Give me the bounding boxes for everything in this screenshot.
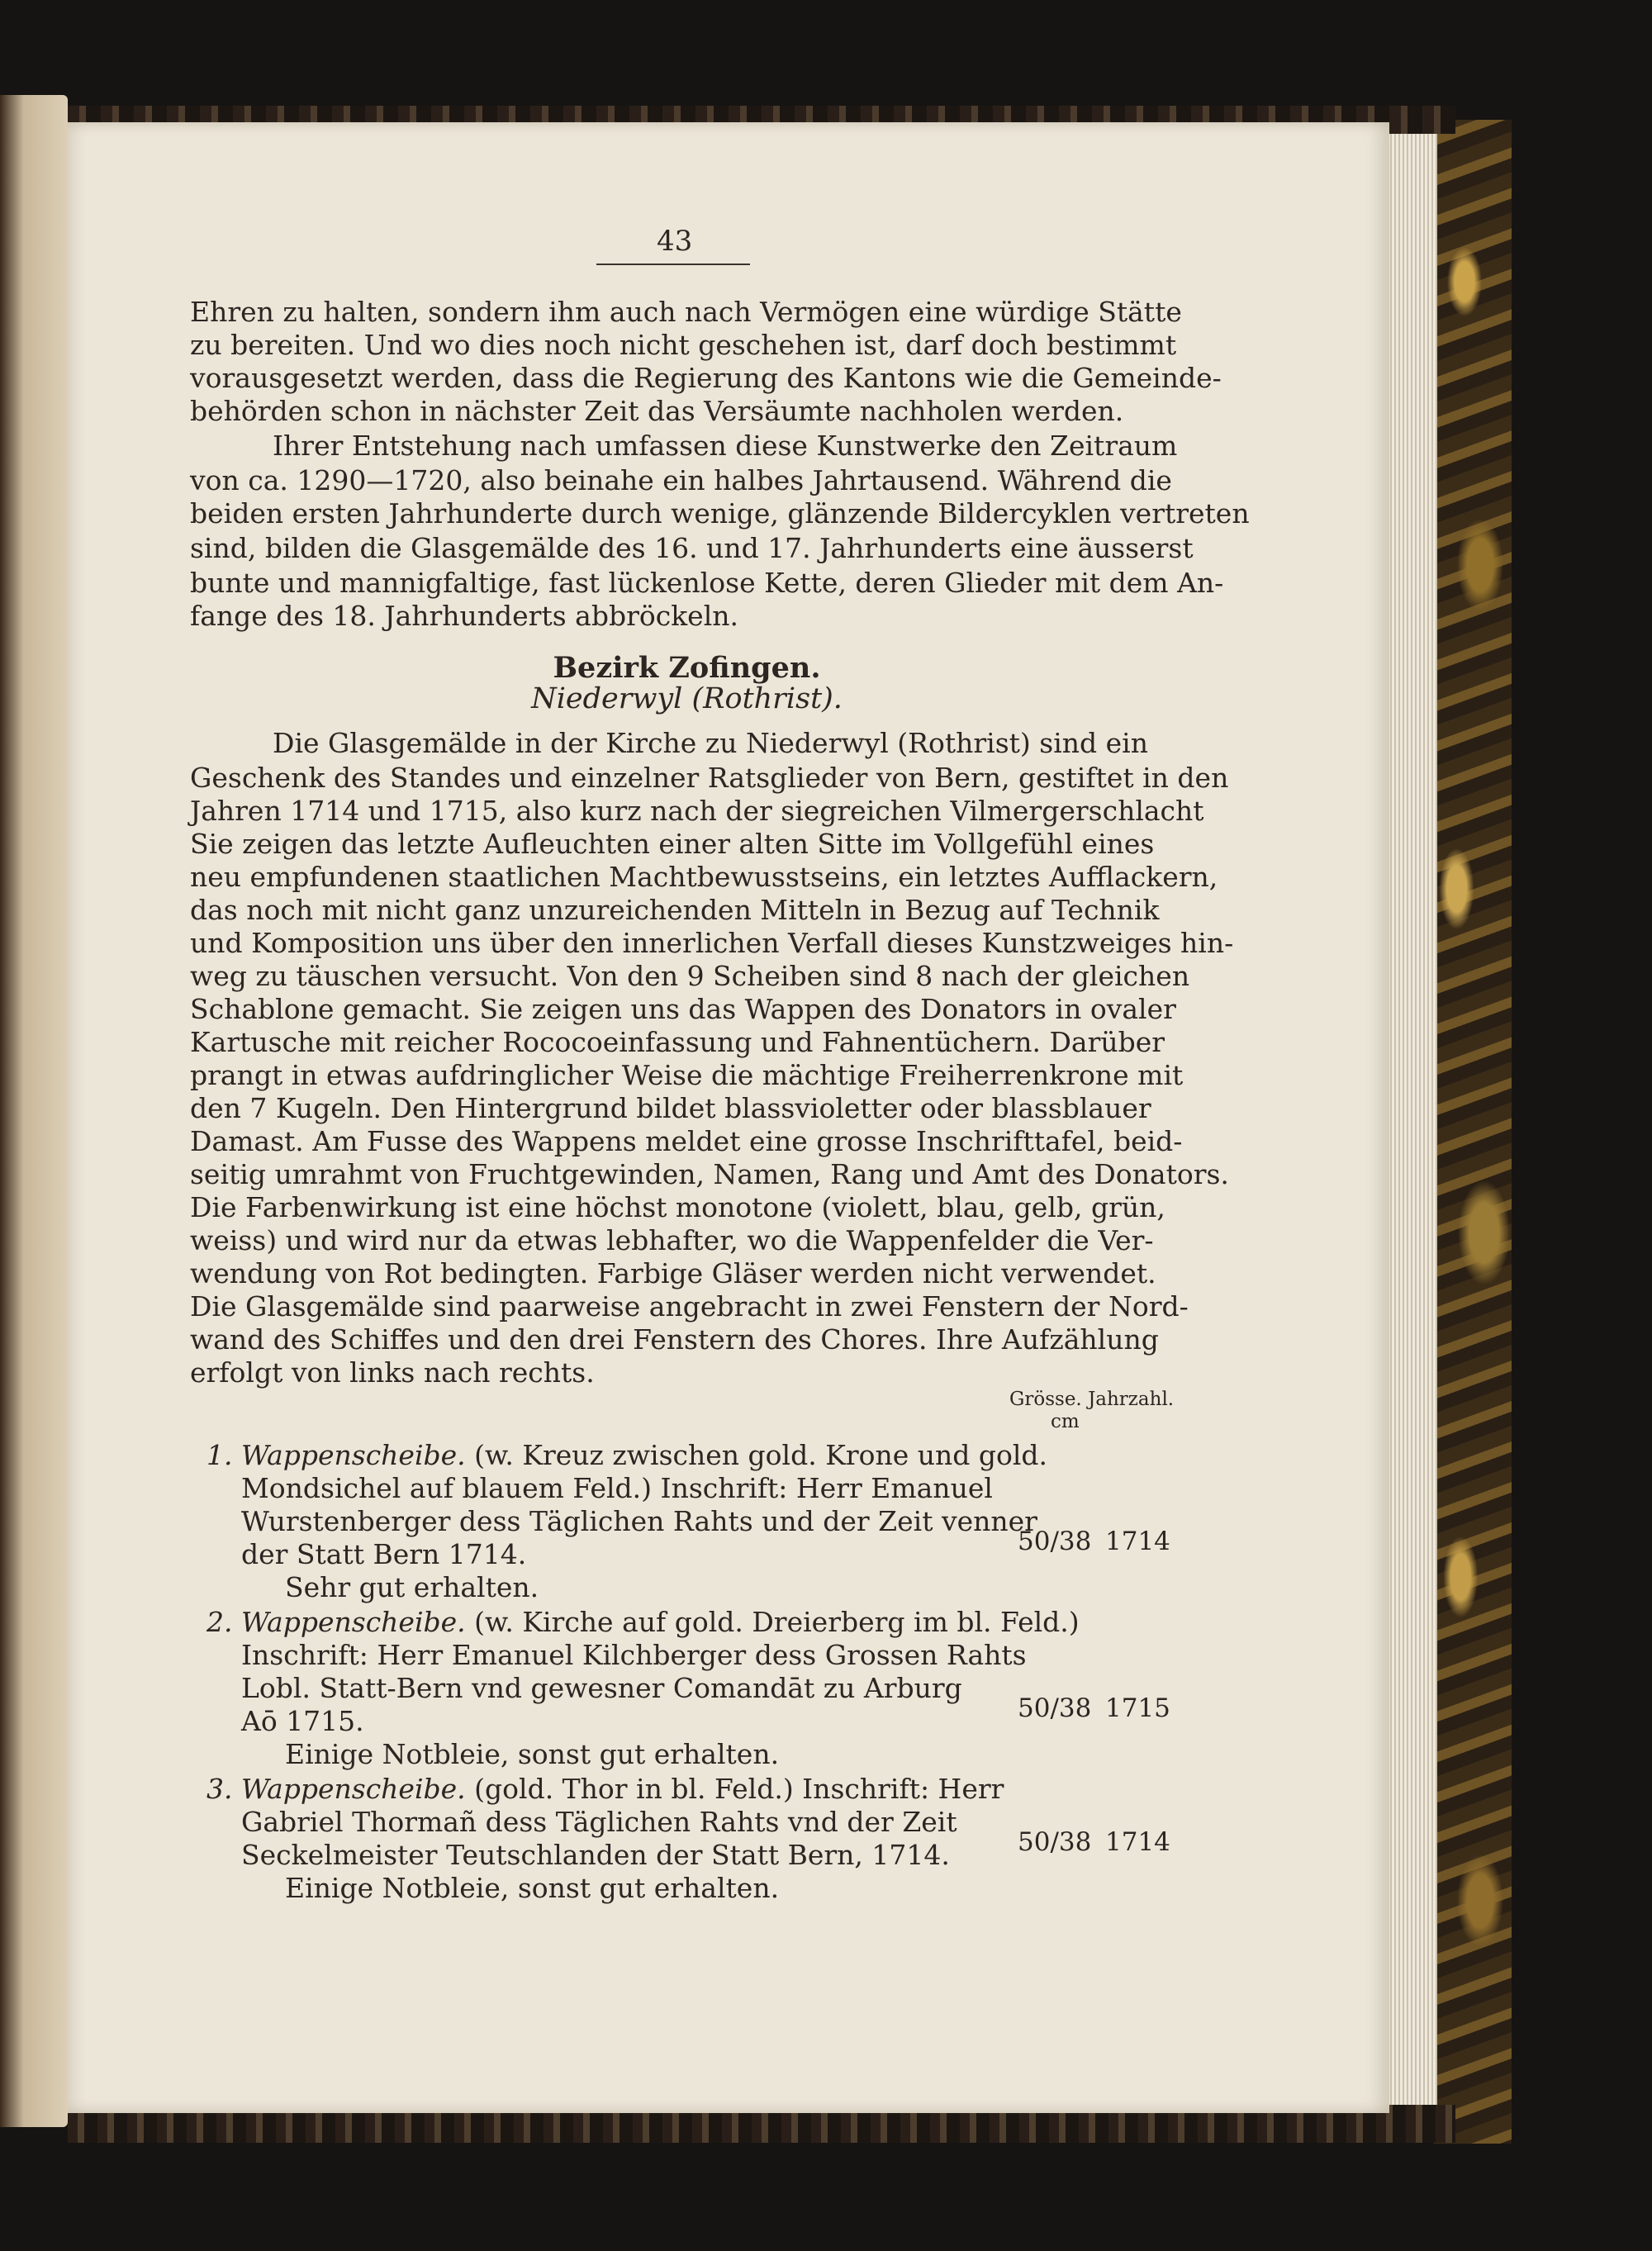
section-subheading: Niederwyl (Rothrist). [531, 682, 843, 715]
entry-line: Gabriel Thormañ dess Täglichen Rahts vnd der Zeit [241, 1806, 957, 1838]
para3-line: Sie zeigen das letzte Aufleuchten einer alten Sitte im Vollgefühl eines [190, 828, 1155, 860]
entry-number: 2. [206, 1606, 233, 1638]
page-block-edge [1388, 132, 1437, 2115]
intro-line: Ehren zu halten, sondern ihm auch nach Vermögen eine würdige Stätte [190, 296, 1182, 328]
para2-line: fange des 18. Jahrhunderts abbröckeln. [190, 600, 739, 632]
para2-line: bunte und mannigfaltige, fast lückenlose Kette, deren Glieder mit dem An- [190, 567, 1224, 599]
para3-line: wendung von Rot bedingten. Farbige Gläser werden nicht verwendet. [190, 1257, 1156, 1289]
para3-line: Jahren 1714 und 1715, also kurz nach der siegreichen Vilmergerschlacht [190, 795, 1204, 827]
para2-line: Ihrer Entstehung nach umfassen diese Kunstwerke den Zeitraum [273, 430, 1178, 462]
para3-line: Schablone gemacht. Sie zeigen uns das Wappen des Donators in ovaler [190, 993, 1176, 1025]
intro-line: zu bereiten. Und wo dies noch nicht geschehen ist, darf doch bestimmt [190, 329, 1177, 361]
entry-desc: (gold. Thor in bl. Feld.) Inschrift: Herr [465, 1773, 1004, 1805]
entry-note: Einige Notbleie, sonst gut erhalten. [285, 1738, 780, 1770]
para3-line: Damast. Am Fusse des Wappens meldet eine grosse Inschrifttafel, beid- [190, 1125, 1183, 1157]
left-page-edge [0, 95, 68, 2127]
para3-line: das noch mit nicht ganz unzureichenden Mitteln in Bezug auf Technik [190, 894, 1160, 926]
entry-line: Wurstenberger dess Täglichen Rahts und der Zeit venner [241, 1505, 1037, 1537]
section-heading: Bezirk Zofingen. [553, 651, 821, 685]
entry-line: Mondsichel auf blauem Feld.) Inschrift: Herr Emanuel [241, 1472, 993, 1504]
entry-title: Wappenscheibe. [241, 1606, 466, 1638]
entry-year: 1714 [1105, 1527, 1170, 1556]
table-column-header [1009, 1388, 1174, 1411]
marbled-cover-edge [1433, 120, 1512, 2144]
entry-desc: (w. Kirche auf gold. Dreierberg im bl. Feld.) [465, 1606, 1080, 1638]
para3-line: den 7 Kugeln. Den Hintergrund bildet blassvioletter oder blassblauer [190, 1092, 1151, 1124]
entry-note: Sehr gut erhalten. [285, 1571, 539, 1603]
entry-size: 50/38 [1018, 1527, 1092, 1556]
intro-line: behörden schon in nächster Zeit das Versäumte nachholen werden. [190, 395, 1124, 427]
entry-number: 1. [206, 1439, 233, 1471]
para3-line: Kartusche mit reicher Rococoeinfassung und Fahnentüchern. Darüber [190, 1026, 1165, 1058]
entry-note: Einige Notbleie, sonst gut erhalten. [285, 1872, 780, 1904]
entry-size: 50/38 [1018, 1693, 1092, 1723]
entry-line [241, 1606, 1080, 1639]
para3-line: weg zu täuschen versucht. Von den 9 Scheiben sind 8 nach der gleichen [190, 960, 1190, 992]
para3-line: Die Farbenwirkung ist eine höchst monotone (violett, blau, gelb, grün, [190, 1191, 1165, 1223]
para3-line: wand des Schiffes und den drei Fenstern des Chores. Ihre Aufzählung [190, 1323, 1159, 1356]
para3-line: neu empfundenen staatlichen Machtbewusstseins, ein letztes Aufflackern, [190, 861, 1218, 893]
para3-line: prangt in etwas aufdringlicher Weise die mächtige Freiherrenkrone mit [190, 1059, 1184, 1091]
para2-line: von ca. 1290—1720, also beinahe ein halbes Jahrtausend. Während die [190, 464, 1172, 496]
size-column-header: Grösse. [1009, 1389, 1082, 1410]
size-unit-label: cm [1051, 1411, 1080, 1432]
entry-line: Lobl. Statt-Bern vnd gewesner Comandāt zu Arburg [241, 1672, 962, 1704]
para2-line: beiden ersten Jahrhunderte durch wenige, glänzende Bildercyklen vertreten [190, 497, 1250, 530]
entry-line: Seckelmeister Teutschlanden der Statt Bern, 1714. [241, 1839, 950, 1871]
para3-line: und Komposition uns über den innerlichen Verfall dieses Kunstzweiges hin- [190, 927, 1234, 959]
entry-desc: (w. Kreuz zwischen gold. Krone und gold. [465, 1439, 1048, 1471]
entry-line: Inschrift: Herr Emanuel Kilchberger dess Grossen Rahts [241, 1639, 1027, 1671]
year-column-header: Jahrzahl. [1088, 1389, 1175, 1410]
page-number-rule [596, 264, 750, 265]
para3-line: seitig umrahmt von Fruchtgewinden, Namen, Rang und Amt des Donators. [190, 1158, 1229, 1190]
entry-year: 1714 [1105, 1827, 1170, 1857]
page-number: 43 [657, 225, 693, 258]
para3-line: erfolgt von links nach rechts. [190, 1356, 595, 1389]
entry-title: Wappenscheibe. [241, 1773, 466, 1805]
para2-line: sind, bilden die Glasgemälde des 16. und 17. Jahrhunderts eine äusserst [190, 532, 1194, 564]
entry-line: der Statt Bern 1714. [241, 1538, 527, 1570]
entry-line [241, 1439, 1047, 1472]
para3-line: Die Glasgemälde in der Kirche zu Niederwyl (Rothrist) sind ein [273, 727, 1148, 759]
entry-year: 1715 [1105, 1693, 1170, 1723]
intro-line: vorausgesetzt werden, dass die Regierung des Kantons wie die Gemeinde- [190, 362, 1222, 394]
para3-line: Die Glasgemälde sind paarweise angebracht in zwei Fenstern der Nord- [190, 1290, 1189, 1323]
entry-line [241, 1773, 1004, 1806]
entry-number: 3. [206, 1773, 233, 1805]
entry-size: 50/38 [1018, 1827, 1092, 1857]
para3-line: Geschenk des Standes und einzelner Ratsglieder von Bern, gestiftet in den [190, 762, 1229, 794]
entry-title: Wappenscheibe. [241, 1439, 466, 1471]
entry-line: Aō 1715. [241, 1705, 364, 1737]
para3-line: weiss) und wird nur da etwas lebhafter, wo die Wappenfelder die Ver- [190, 1224, 1154, 1256]
